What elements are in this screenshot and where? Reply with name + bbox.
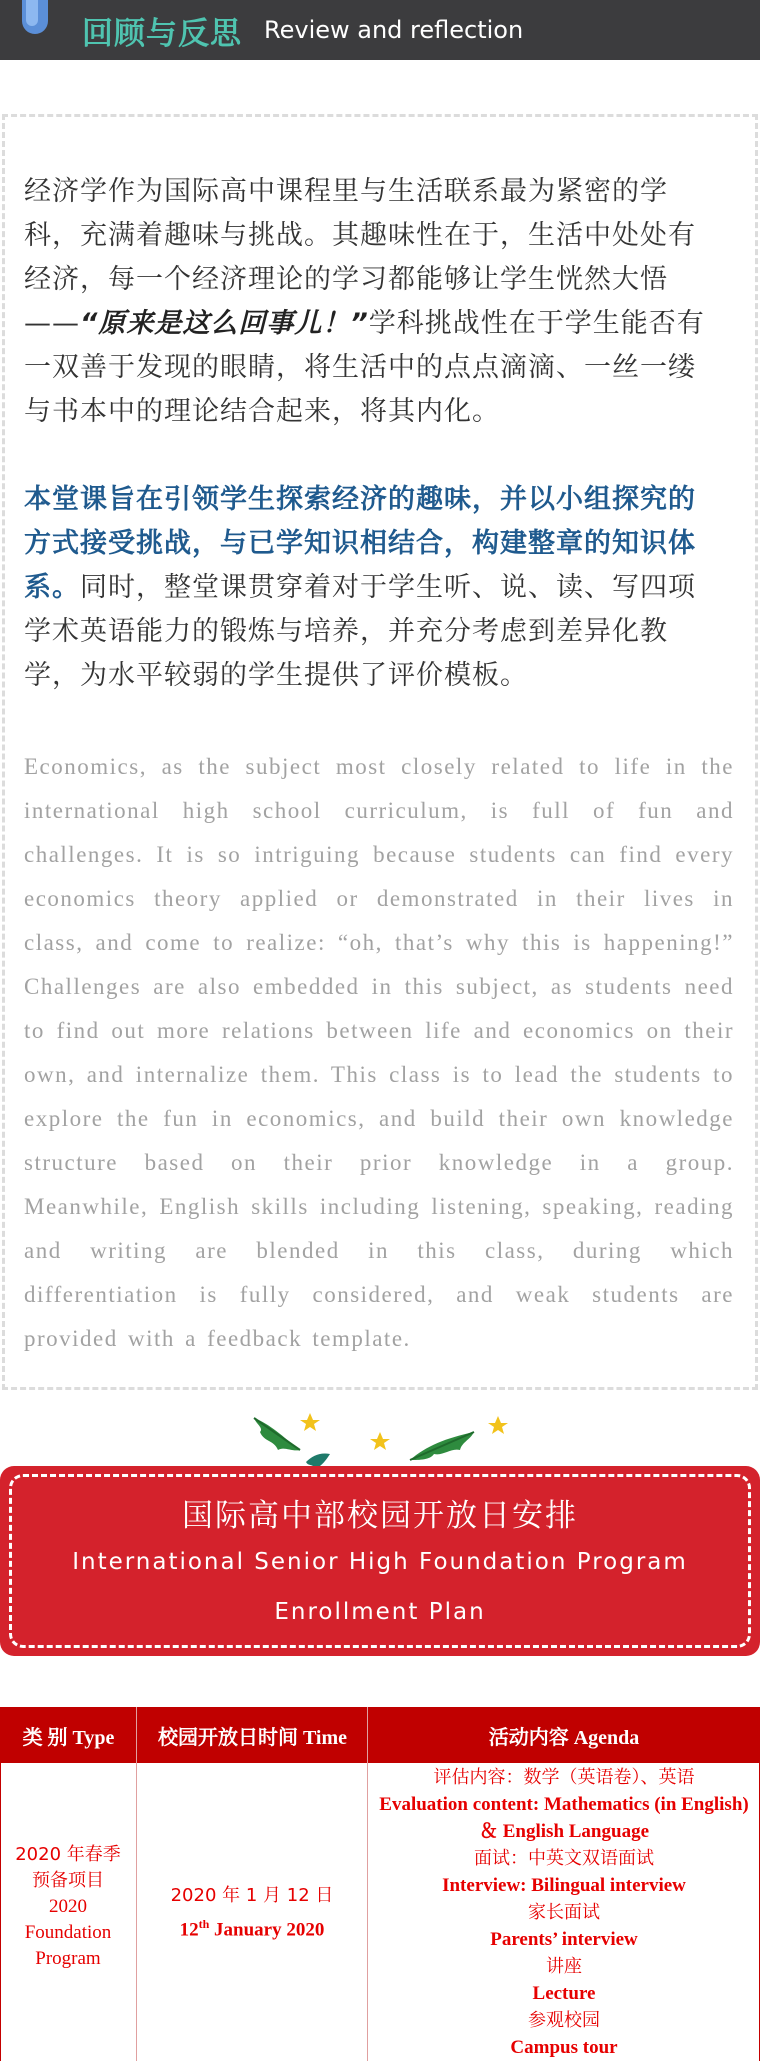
agenda-line: Parents’ interview: [490, 1929, 638, 1950]
agenda-line: Interview: Bilingual interview: [442, 1875, 686, 1896]
agenda-line: 家长面试: [528, 1902, 600, 1923]
reflection-paragraph-1: [24, 170, 714, 434]
para1-text-b: 学科挑战性在于学生能否有一双善于发现的眼睛，将生活中的点点滴滴、一丝一缕与书本中的理论结合起来，将其内化。: [24, 308, 705, 427]
type-line: 预备项目: [32, 1870, 104, 1891]
time-cn: 2020 年 1 月 12 日: [170, 1885, 334, 1906]
para2-text: 同时，整堂课贯穿着对于学生听、说、读、写四项学术英语能力的锻炼与培养，并充分考虑到差异化教学，为水平较弱的学生提供了评价模板。: [24, 572, 696, 691]
agenda-line: Campus tour: [510, 2037, 618, 2058]
para1-emphasis: “原来是这么回事儿！”: [80, 308, 369, 339]
time-day: 12: [179, 1919, 199, 1941]
header-title-cn: 回顾与反思: [82, 16, 242, 52]
type-line: 2020: [49, 1896, 87, 1917]
table-header-agenda: 活动内容 Agenda: [368, 1707, 760, 1763]
cell-time: [137, 1882, 367, 1944]
reflection-paragraph-en: Economics, as the subject most closely related to life in the international high school curriculum, is full of fun and challenges. It is so intriguing because students can find every economics theory applied or demonstrated in their lives in class, and come to realize: “oh, that’s why this is happening!” Challenges are also embedded in this subject, as students need to find out more relations between life and economics on their own, and internalize them. This class is to lead the students to explore the fun in economics, and build their own knowledge structure based on their prior knowledge in a group. Meanwhile, English skills including listening, speaking, reading and writing are blended in this class, during which differentiation is fully considered, and weak students are provided with a feedback template.: [24, 754, 734, 1351]
banner-title-en-line2: Enrollment Plan: [274, 1599, 486, 1625]
cell-agenda: [368, 1764, 760, 2061]
agenda-line: 参观校园: [528, 2010, 600, 2031]
type-line: 2020 年春季: [15, 1844, 121, 1865]
agenda-line: Lecture: [532, 1983, 596, 2004]
banner-title-cn: 国际高中部校园开放日安排: [182, 1498, 578, 1534]
cell-type: [0, 1842, 136, 1972]
agenda-line: 讲座: [546, 1956, 582, 1977]
time-en: [137, 1910, 367, 1944]
section-header: [0, 0, 760, 60]
agenda-line: Evaluation content: Mathematics (in English) ＆ English Language: [379, 1794, 749, 1842]
reflection-paragraph-2: [24, 478, 714, 698]
table-header-type: 类 别 Type: [0, 1707, 137, 1763]
para2-highlight: 本堂课旨在引领学生探索经济的趣味，并以小组探究的方式接受挑战，与已学知识相结合，构建整章的知识体系。: [24, 484, 696, 603]
para1-text-a: 经济学作为国际高中课程里与生活联系最为紧密的学科，充满着趣味与挑战。其趣味性在于，生活中处处有经济，每一个经济理论的学习都能够让学生恍然大悟——: [24, 176, 696, 339]
type-line: Foundation: [24, 1922, 112, 1943]
agenda-line: 面试：中英文双语面试: [474, 1848, 654, 1869]
bookmark-highlight: [26, 0, 38, 26]
header-title-en: Review and reflection: [264, 16, 524, 44]
holly-leaves-icon: [240, 1410, 520, 1470]
type-line: Program: [35, 1948, 101, 1969]
time-month-year: January 2020: [209, 1919, 325, 1941]
agenda-line: 评估内容：数学（英语卷）、英语: [433, 1767, 695, 1788]
table-header-time: 校园开放日时间 Time: [137, 1707, 368, 1763]
time-suffix: th: [198, 1917, 210, 1931]
banner-title-en-line1: International Senior High Foundation Program: [72, 1549, 688, 1575]
